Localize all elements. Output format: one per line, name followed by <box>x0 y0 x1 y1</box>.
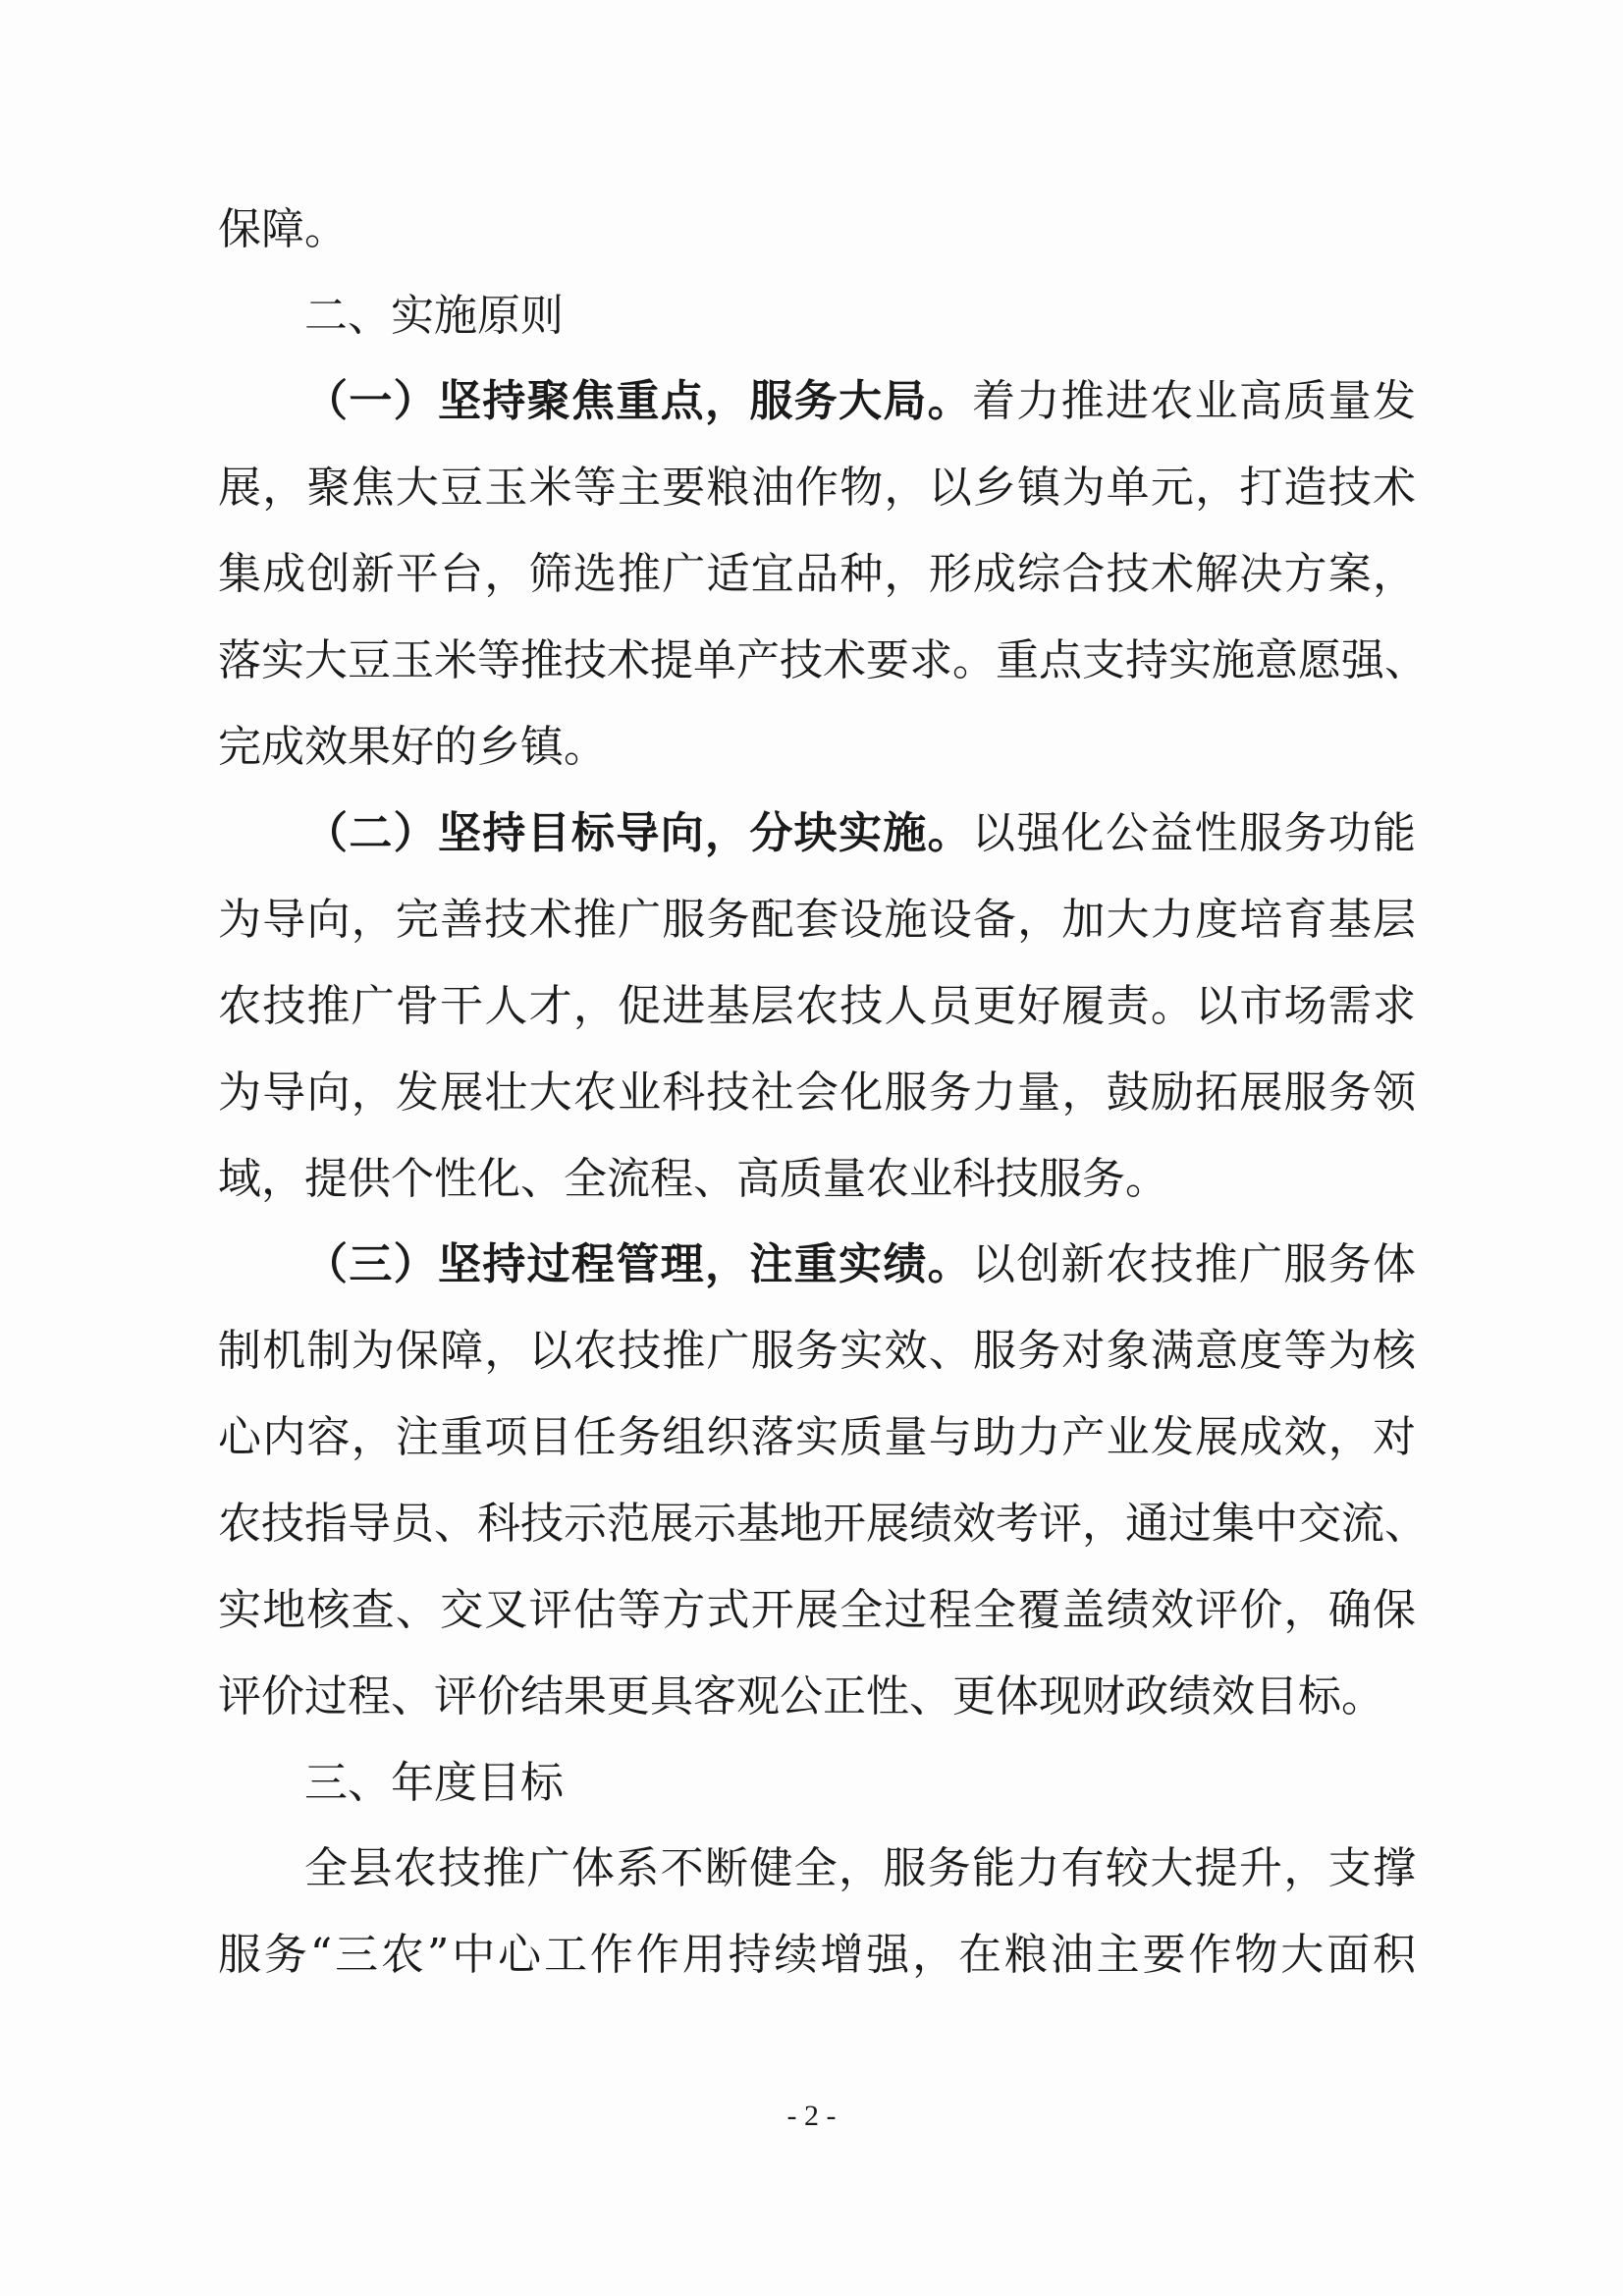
text-line <box>304 1749 1416 1818</box>
text-line <box>218 454 1416 522</box>
text-line <box>218 713 1416 782</box>
text-line <box>218 1663 1416 1731</box>
text-line <box>218 195 1416 264</box>
text-run: 三、年度目标 <box>304 1758 564 1808</box>
text-run: 二、实施原则 <box>304 291 564 341</box>
text-line <box>304 799 1416 868</box>
text-run: 全县农技推广体系不断健全，服务能力有较大提升，支撑 <box>304 1843 1416 1893</box>
text-line <box>218 540 1416 609</box>
text-line <box>218 1490 1428 1558</box>
text-run: 评价过程、评价结果更具客观公正性、更体现财政绩效目标。 <box>218 1671 1384 1722</box>
text-line <box>218 627 1428 695</box>
text-run: 服务“三农”中心工作作用持续增强，在粮油主要作物大面积 <box>218 1930 1416 1980</box>
text-run: 保障。 <box>218 204 348 254</box>
text-run: 心内容，注重项目任务组织落实质量与助力产业发展成效，对 <box>218 1412 1416 1462</box>
text-run: 制机制为保障，以农技推广服务实效、服务对象满意度等为核 <box>218 1326 1416 1376</box>
text-run: 集成创新平台，筛选推广适宜品种，形成综合技术解决方案， <box>218 549 1416 599</box>
text-run: 域，提供个性化、全流程、高质量农业科技服务。 <box>218 1154 1168 1204</box>
text-run: 着力推进农业高质量发 <box>972 376 1416 426</box>
text-run: 展，聚焦大豆玉米等主要粮油作物，以乡镇为单元，打造技术 <box>218 463 1416 513</box>
text-line <box>218 1145 1416 1214</box>
text-run: 为导向，完善技术推广服务配套设施设备，加大力度培育基层 <box>218 895 1416 945</box>
text-run: 实地核查、交叉评估等方式开展全过程全覆盖绩效评价，确保 <box>218 1585 1416 1635</box>
text-line <box>218 972 1416 1041</box>
text-run: 为导向，发展壮大农业科技社会化服务力量，鼓励拓展服务领 <box>218 1067 1416 1118</box>
text-run: 农技推广骨干人才，促进基层农技人员更好履责。以市场需求 <box>218 981 1416 1031</box>
text-line <box>218 1059 1416 1127</box>
text-run: 完成效果好的乡镇。 <box>218 722 607 772</box>
page-number: - 2 - <box>786 2100 837 2132</box>
text-run: 农技指导员、科技示范展示基地开展绩效考评，通过集中交流、 <box>218 1499 1428 1549</box>
text-line <box>304 1834 1416 1903</box>
bold-heading-run: （二）坚持目标导向，分块实施。 <box>304 808 972 858</box>
text-line <box>304 282 1416 351</box>
text-run: 落实大豆玉米等推技术提单产技术要求。重点支持实施意愿强、 <box>218 635 1428 685</box>
bold-heading-run: （三）坚持过程管理，注重实绩。 <box>304 1239 972 1289</box>
text-line <box>218 1921 1416 1990</box>
text-line <box>304 367 1416 436</box>
text-line <box>218 886 1416 955</box>
text-run: 以创新农技推广服务体 <box>972 1239 1416 1289</box>
text-line <box>218 1317 1416 1386</box>
bold-heading-run: （一）坚持聚焦重点，服务大局。 <box>304 376 972 426</box>
text-line <box>218 1403 1416 1472</box>
text-line <box>304 1230 1416 1299</box>
text-run: 以强化公益性服务功能 <box>972 808 1416 858</box>
text-line <box>218 1576 1416 1645</box>
